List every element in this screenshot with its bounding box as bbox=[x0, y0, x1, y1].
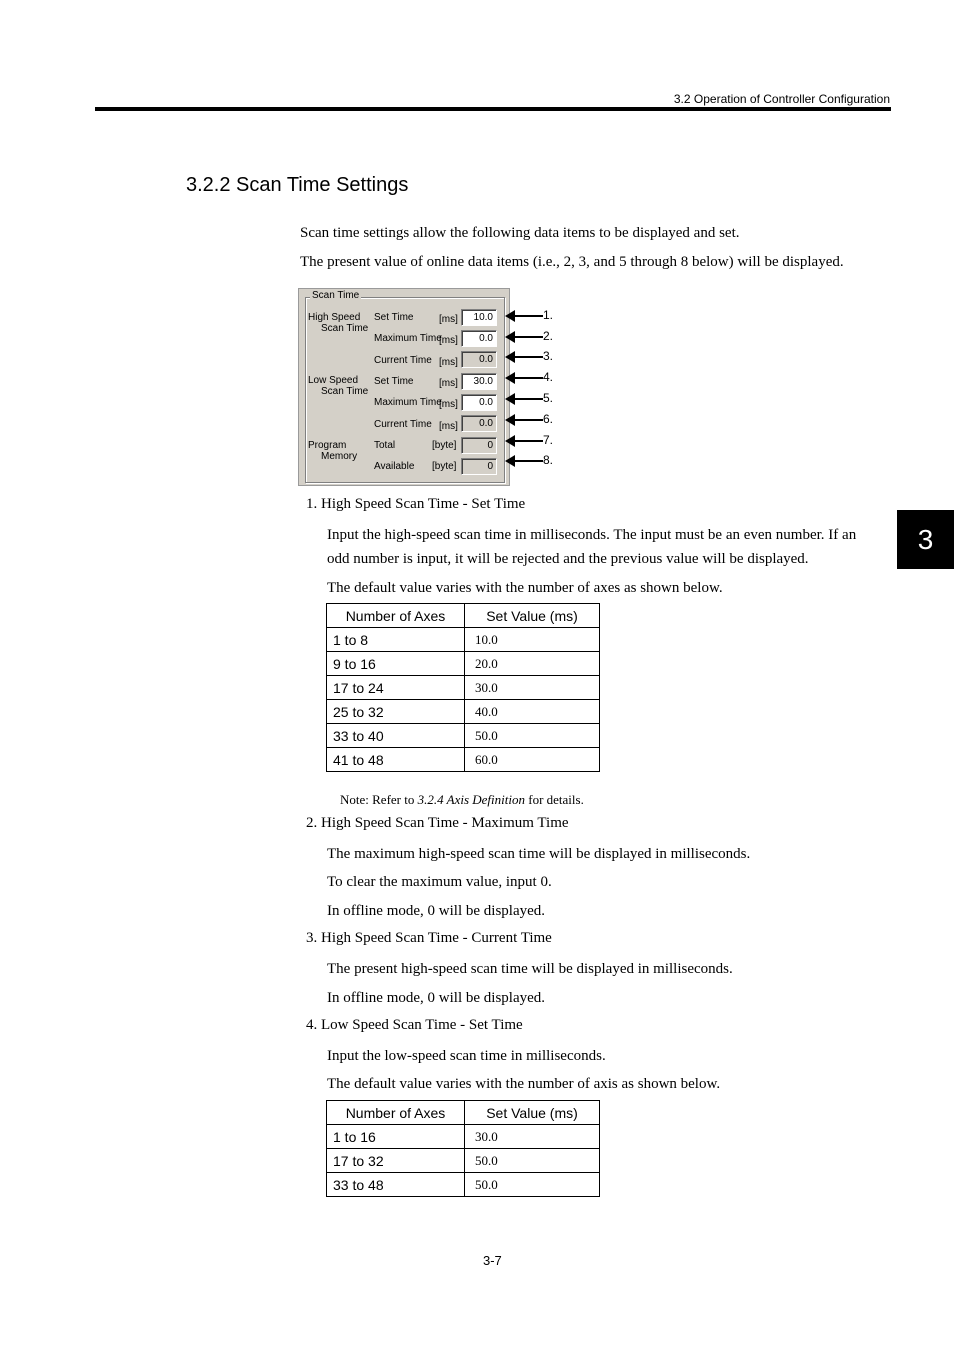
callout-2 bbox=[505, 330, 555, 344]
running-header: 3.2 Operation of Controller Configuration bbox=[673, 92, 890, 106]
item-1-paragraph: Input the high-speed scan time in milliseconds. The input must be an even number. If an bbox=[327, 527, 857, 543]
table-cell: 20.0 bbox=[465, 652, 600, 676]
callout-number: 8. bbox=[543, 453, 554, 467]
item-4-paragraph: The default value varies with the number of axis as shown below. bbox=[327, 1076, 721, 1092]
note-prefix: Note: Refer to bbox=[340, 792, 418, 807]
page-number: 3-7 bbox=[483, 1253, 502, 1268]
callout-1 bbox=[505, 309, 555, 323]
callout-4 bbox=[505, 371, 555, 385]
table-cell: 30.0 bbox=[465, 1125, 600, 1149]
table-header: Number of Axes bbox=[327, 1101, 465, 1125]
row-unit: [ms] bbox=[439, 357, 458, 368]
table-cell: 60.0 bbox=[465, 748, 600, 772]
table-header: Number of Axes bbox=[327, 604, 465, 628]
table-row bbox=[327, 748, 600, 772]
item-1-title: 1. High Speed Scan Time - Set Time bbox=[306, 496, 526, 512]
chapter-tab: 3 bbox=[897, 510, 954, 569]
group-high-line1: High Speed bbox=[308, 312, 361, 323]
row-label: Set Time bbox=[374, 312, 414, 323]
default-values-table-low bbox=[326, 1100, 600, 1197]
table-cell: 9 to 16 bbox=[327, 652, 465, 676]
high-current-time-field: 0.0 bbox=[461, 351, 497, 368]
row-unit: [ms] bbox=[439, 421, 458, 432]
callout-number: 6. bbox=[543, 412, 554, 426]
table-cell: 50.0 bbox=[465, 1149, 600, 1173]
section-title: 3.2.2 Scan Time Settings bbox=[186, 174, 409, 196]
note-suffix: for details. bbox=[525, 792, 584, 807]
high-maximum-time-input[interactable]: 0.0 bbox=[461, 330, 497, 347]
group-label: Scan Time bbox=[312, 290, 360, 301]
group-low-line1: Low Speed bbox=[308, 375, 359, 386]
row-label: Available bbox=[374, 461, 415, 472]
table-cell: 50.0 bbox=[465, 724, 600, 748]
table-row bbox=[327, 700, 600, 724]
item-3-title: 3. High Speed Scan Time - Current Time bbox=[306, 930, 552, 946]
table-cell: 10.0 bbox=[465, 628, 600, 652]
table-cell: 33 to 40 bbox=[327, 724, 465, 748]
table-row bbox=[327, 1125, 600, 1149]
item-2-paragraph: The maximum high-speed scan time will be displayed in milliseconds. bbox=[327, 846, 751, 862]
item-2-title: 2. High Speed Scan Time - Maximum Time bbox=[306, 815, 569, 831]
row-label: Total bbox=[374, 440, 396, 451]
item-3-paragraph: The present high-speed scan time will be displayed in milliseconds. bbox=[327, 961, 733, 977]
low-current-time-field: 0.0 bbox=[461, 415, 497, 432]
table-cell: 50.0 bbox=[465, 1173, 600, 1197]
table-cell: 33 to 48 bbox=[327, 1173, 465, 1197]
callout-8 bbox=[505, 454, 555, 468]
row-unit: [byte] bbox=[432, 440, 457, 451]
group-memory-line2: Memory bbox=[321, 451, 358, 462]
row-unit: [ms] bbox=[439, 314, 458, 325]
callout-number: 3. bbox=[543, 349, 554, 363]
intro-paragraph-2: The present value of online data items (i.e., 2, 3, and 5 through 8 below) will be displayed. bbox=[300, 254, 844, 270]
table-row bbox=[327, 1149, 600, 1173]
callout-number: 1. bbox=[543, 308, 554, 322]
low-maximum-time-input[interactable]: 0.0 bbox=[461, 394, 497, 411]
default-values-table-high bbox=[326, 603, 600, 772]
row-label: Current Time bbox=[374, 355, 432, 366]
note-reference: 3.2.4 Axis Definition bbox=[417, 792, 525, 807]
table-row bbox=[327, 652, 600, 676]
callout-6 bbox=[505, 413, 555, 427]
table-row bbox=[327, 1173, 600, 1197]
row-unit: [ms] bbox=[439, 335, 458, 346]
row-unit: [byte] bbox=[432, 461, 457, 472]
item-1-paragraph: The default value varies with the number of axes as shown below. bbox=[327, 580, 723, 596]
table-row bbox=[327, 676, 600, 700]
callout-number: 5. bbox=[543, 391, 554, 405]
callout-5 bbox=[505, 392, 555, 406]
table-header-row bbox=[327, 604, 600, 628]
table-cell: 25 to 32 bbox=[327, 700, 465, 724]
header-rule bbox=[95, 107, 891, 111]
table-cell: 30.0 bbox=[465, 676, 600, 700]
item-4-title: 4. Low Speed Scan Time - Set Time bbox=[306, 1017, 523, 1033]
table-cell: 17 to 24 bbox=[327, 676, 465, 700]
row-label: Maximum Time bbox=[374, 333, 442, 344]
item-2-paragraph: To clear the maximum value, input 0. bbox=[327, 874, 552, 890]
item-3-paragraph: In offline mode, 0 will be displayed. bbox=[327, 990, 546, 1006]
row-unit: [ms] bbox=[439, 399, 458, 410]
callout-3 bbox=[505, 350, 555, 364]
callout-number: 7. bbox=[543, 433, 554, 447]
high-set-time-input[interactable]: 10.0 bbox=[461, 309, 497, 326]
row-label: Maximum Time bbox=[374, 397, 442, 408]
table-cell: 41 to 48 bbox=[327, 748, 465, 772]
callout-number: 4. bbox=[543, 370, 554, 384]
group-memory-line1: Program bbox=[308, 440, 347, 451]
intro-paragraph-1: Scan time settings allow the following data items to be displayed and set. bbox=[300, 225, 740, 241]
low-set-time-input[interactable]: 30.0 bbox=[461, 373, 497, 390]
table-header: Set Value (ms) bbox=[465, 1101, 600, 1125]
row-label: Set Time bbox=[374, 376, 414, 387]
table-cell: 17 to 32 bbox=[327, 1149, 465, 1173]
group-low-line2: Scan Time bbox=[321, 386, 369, 397]
table-cell: 40.0 bbox=[465, 700, 600, 724]
table-header-row bbox=[327, 1101, 600, 1125]
item-4-paragraph: Input the low-speed scan time in milliseconds. bbox=[327, 1048, 606, 1064]
group-high-line2: Scan Time bbox=[321, 323, 369, 334]
item-1-paragraph: odd number is input, it will be rejected and the previous value will be displayed. bbox=[327, 551, 809, 567]
item-2-paragraph: In offline mode, 0 will be displayed. bbox=[327, 903, 546, 919]
memory-available-field: 0 bbox=[461, 458, 497, 475]
table-header: Set Value (ms) bbox=[465, 604, 600, 628]
table-row bbox=[327, 724, 600, 748]
callout-7 bbox=[505, 434, 555, 448]
callout-number: 2. bbox=[543, 329, 554, 343]
scan-time-dialog bbox=[298, 288, 510, 486]
table-cell: 1 to 16 bbox=[327, 1125, 465, 1149]
note bbox=[340, 792, 584, 808]
row-label: Current Time bbox=[374, 419, 432, 430]
table-row bbox=[327, 628, 600, 652]
memory-total-field: 0 bbox=[461, 437, 497, 454]
table-cell: 1 to 8 bbox=[327, 628, 465, 652]
row-unit: [ms] bbox=[439, 378, 458, 389]
